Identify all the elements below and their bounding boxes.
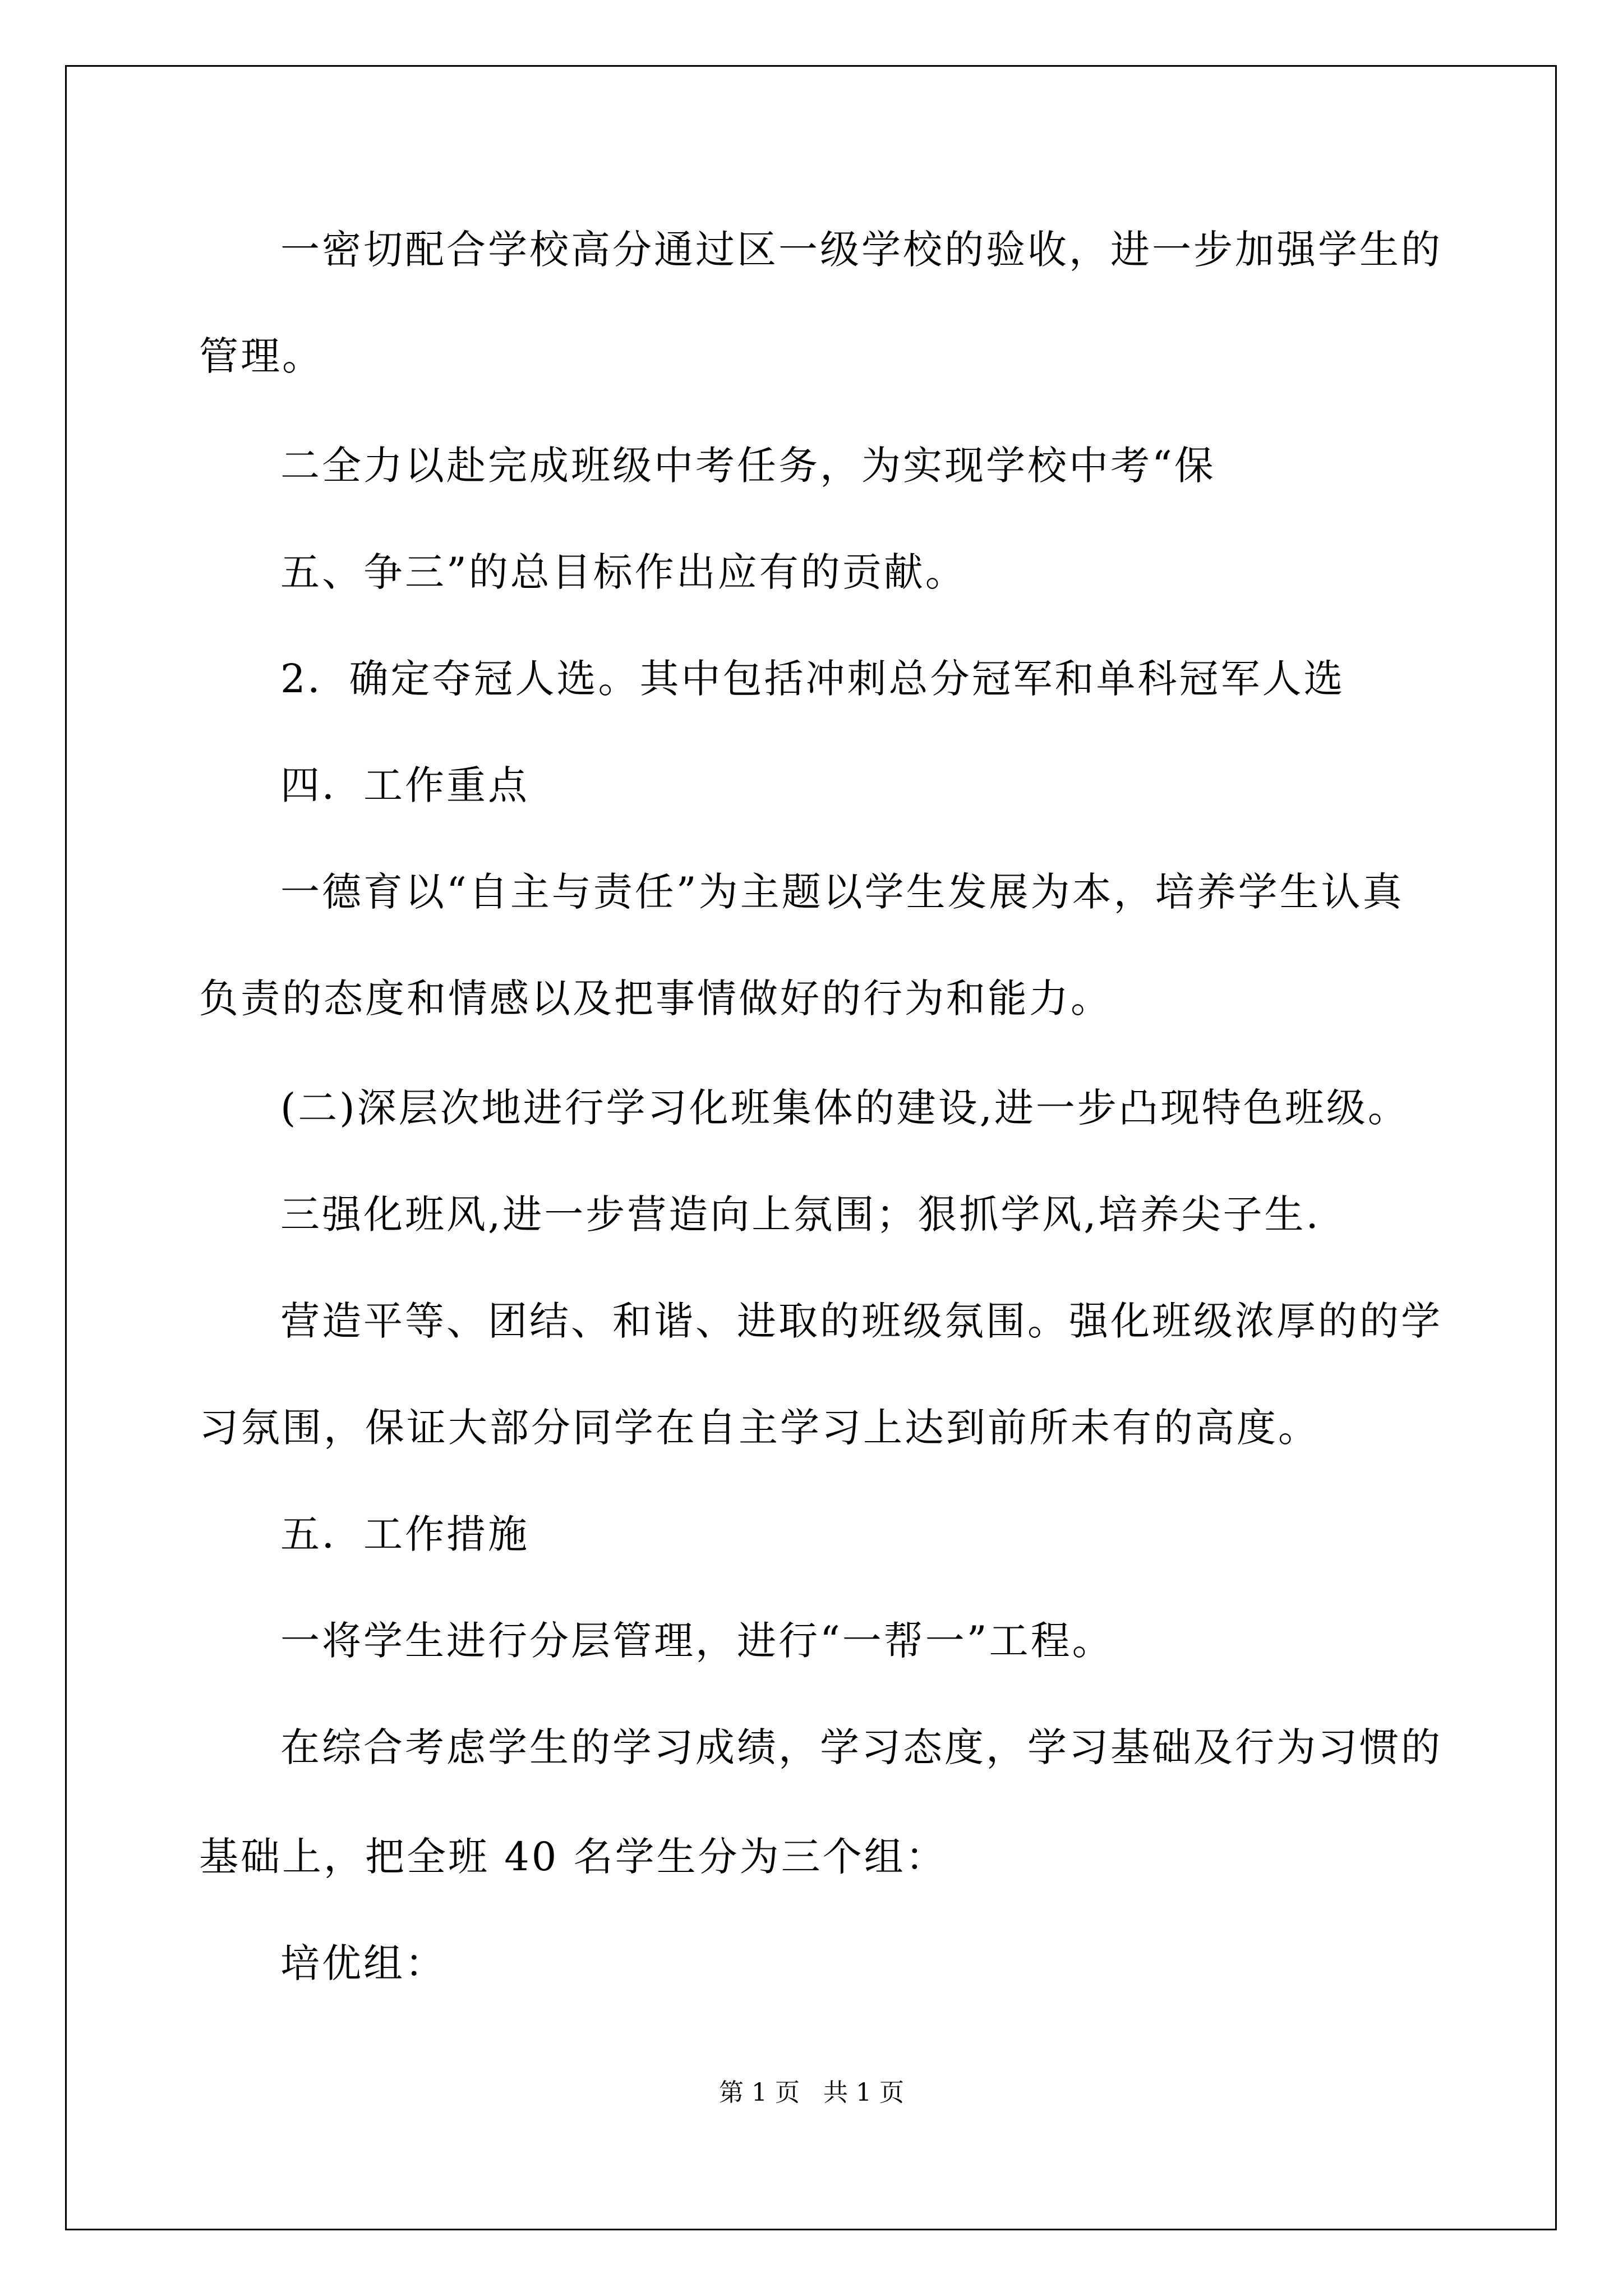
paragraph-line: 在综合考虑学生的学习成绩，学习态度，学习基础及行为习惯的 <box>280 1724 1442 1770</box>
page-border <box>65 65 1557 2230</box>
paragraph-line: 管理。 <box>199 333 324 379</box>
paragraph-line: 基础上，把全班 40 名学生分为三个组： <box>199 1834 947 1880</box>
paragraph-line: 一密切配合学校高分通过区一级学校的验收，进一步加强学生的 <box>280 227 1442 273</box>
paragraph-line: 一德育以“自主与责任”为主题以学生发展为本，培养学生认真 <box>280 869 1404 915</box>
paragraph-line: 三强化班风,进一步营造向上氛围；狠抓学风,培养尖子生. <box>280 1191 1321 1237</box>
paragraph-line: 五、争三”的总目标作出应有的贡献。 <box>280 549 967 595</box>
paragraph-line: 习氛围，保证大部分同学在自主学习上达到前所未有的高度。 <box>199 1405 1320 1451</box>
paragraph-line: 营造平等、团结、和谐、进取的班级氛围。强化班级浓厚的的学 <box>280 1298 1442 1344</box>
paragraph-line: (二)深层次地进行学习化班集体的建设,进一步凸现特色班级。 <box>280 1085 1409 1131</box>
section-heading: 五．工作措施 <box>280 1511 529 1557</box>
paragraph-line: 二全力以赴完成班级中考任务，为实现学校中考“保 <box>280 443 1216 489</box>
page-footer: 第 1 页 共 1 页 <box>719 2078 904 2107</box>
paragraph-line: 负责的态度和情感以及把事情做好的行为和能力。 <box>199 976 1112 1022</box>
section-heading: 四．工作重点 <box>280 762 529 808</box>
paragraph-line: 一将学生进行分层管理，进行“一帮一”工程。 <box>280 1618 1114 1664</box>
paragraph-line: 2．确定夺冠人选。其中包括冲刺总分冠军和单科冠军人选 <box>280 656 1345 702</box>
paragraph-line: 培优组： <box>280 1940 446 1986</box>
